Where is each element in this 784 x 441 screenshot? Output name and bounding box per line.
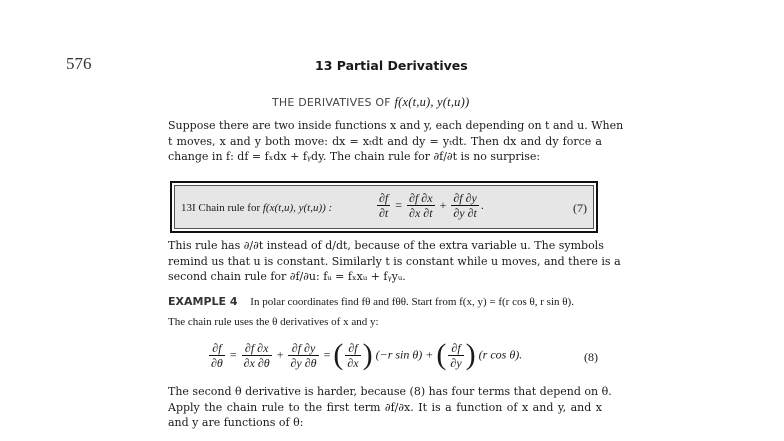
fraction-denominator: ∂y ∂t — [453, 206, 477, 220]
equation-8: $\frac{\partial f}{\partial\theta}$ = $\frac{\partial f \partial x}{\partial x \partial\theta}$ + $\frac{\partial f \partial y}{\partial y \partial\theta}$ = ( $\frac{\partial f}{\partial x}$ ) (−r sin θ) + ( $\frac{\partial f}{\partial y}$ ) (r cos θ). — [211, 338, 523, 371]
rule-label — [181, 202, 332, 214]
chain-rule-box — [170, 181, 598, 233]
section-title — [272, 95, 469, 110]
rule-term2-fraction — [451, 191, 479, 220]
fraction-numerator: ∂f ∂y — [453, 191, 477, 205]
eq8-partial-y-fraction — [448, 341, 463, 370]
eq8-lhs-fraction — [209, 341, 225, 370]
fraction-numerator: ∂f ∂x — [409, 191, 433, 205]
fraction-numerator: ∂f — [345, 341, 360, 356]
page-number: 576 — [66, 54, 92, 73]
equation-number-7: (7) — [573, 201, 587, 215]
intro-paragraph — [168, 118, 624, 165]
paragraph-line: The second θ derivative is harder, because (8) has four terms that depend on θ. — [168, 385, 612, 398]
fraction-denominator: ∂t — [379, 206, 389, 220]
paragraph-line: remind us that u is constant. Similarly t is constant while u moves, and there is a — [168, 254, 621, 268]
fraction-denominator: ∂x ∂θ — [243, 355, 270, 370]
eq8-term2-fraction — [288, 341, 318, 370]
equation-number-8: (8) — [584, 350, 598, 364]
eq8-term1-fraction — [242, 341, 272, 370]
intro-line: t moves, x and y both move: dx = xₜdt and dy = yₜdt. Then dx and dy force a — [168, 134, 602, 148]
paragraph-line: and y are functions of θ: — [168, 416, 304, 429]
fraction-numerator: ∂f — [448, 341, 463, 356]
fraction-denominator: ∂x — [347, 355, 359, 370]
paragraph-line: second chain rule for ∂f/∂u: fᵤ = fₓxᵤ + fᵧyᵤ. — [168, 270, 406, 283]
fraction-denominator: ∂y ∂θ — [290, 355, 317, 370]
rule-formula: $\frac{\partial f}{\partial t}$ = $\frac{\partial f \partial x}{\partial x \partial t}$ + $\frac{\partial f \partial y}{\partial y \partial t}$ . — [379, 191, 484, 220]
fraction-denominator: ∂y — [450, 355, 462, 370]
eq8-factor-2: (r cos θ). — [478, 347, 523, 362]
fraction-numerator: ∂f — [379, 191, 389, 205]
fraction-denominator: ∂θ — [211, 355, 223, 370]
chapter-title: 13 Partial Derivatives — [315, 58, 468, 73]
paragraph-line: Apply the chain rule to the first term ∂f/∂x. It is a function of x and y, and x — [168, 400, 602, 414]
eq8-partial-x-fraction — [345, 341, 360, 370]
fraction-numerator: ∂f ∂y — [288, 341, 318, 356]
section-title-text: THE DERIVATIVES OF — [272, 96, 391, 109]
fraction-numerator: ∂f — [209, 341, 225, 356]
fraction-denominator: ∂x ∂t — [409, 206, 433, 220]
intro-line: change in f: df = fₓdx + fᵧdy. The chain rule for ∂f/∂t is no surprise: — [168, 150, 541, 163]
second-derivative-paragraph — [168, 384, 612, 431]
example-heading — [168, 295, 574, 308]
eq8-factor-1: (−r sin θ) + — [375, 347, 434, 362]
paragraph-line: This rule has ∂/∂t instead of d/dt, because of the extra variable u. The symbols — [168, 239, 604, 252]
rule-lhs-fraction — [377, 191, 390, 220]
chain-rule-box-inner — [174, 185, 594, 229]
intro-line: Suppose there are two inside functions x and y, each depending on t and u. When — [168, 119, 624, 132]
rule-label-text: 13I Chain rule for — [181, 202, 261, 214]
after-box-paragraph — [168, 238, 621, 285]
fraction-numerator: ∂f ∂x — [242, 341, 272, 356]
rule-term1-fraction — [407, 191, 435, 220]
section-title-math: f(x(t,u), y(t,u)) — [394, 95, 470, 109]
example-text: In polar coordinates find fθ and fθθ. Start from f(x, y) = f(r cos θ, r sin θ). — [250, 296, 574, 308]
rule-function: f(x(t,u), y(t,u)) : — [262, 202, 333, 214]
chain-rule-intro-line: The chain rule uses the θ derivatives of x and y: — [168, 316, 379, 328]
example-label: EXAMPLE 4 — [168, 295, 238, 308]
